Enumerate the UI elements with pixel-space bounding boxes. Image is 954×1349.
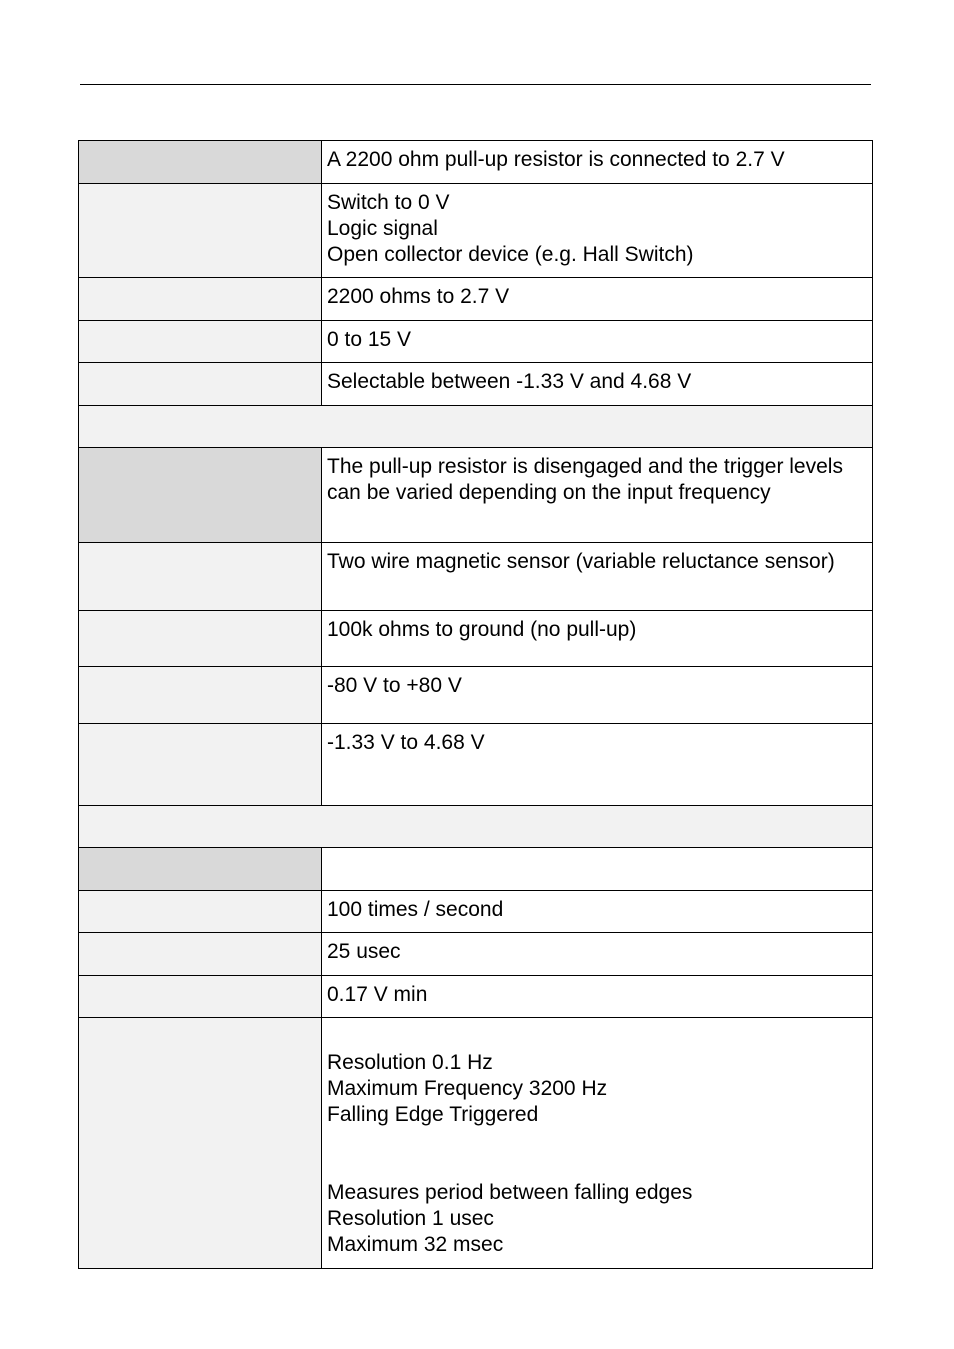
table-row xyxy=(79,448,873,543)
label-cell xyxy=(79,321,322,363)
value-line: 100k ohms to ground (no pull-up) xyxy=(327,618,637,641)
table-row xyxy=(79,321,873,363)
value-cell xyxy=(322,848,873,891)
value-cell xyxy=(322,1018,873,1269)
table-row xyxy=(79,667,873,724)
label-cell xyxy=(79,667,322,724)
table-row xyxy=(79,406,873,448)
table-row xyxy=(79,278,873,321)
value-cell xyxy=(322,724,873,806)
value-cell xyxy=(322,321,873,363)
label-cell xyxy=(79,184,322,278)
value-cell xyxy=(322,141,873,184)
table-row xyxy=(79,933,873,976)
value-line: Measures period between falling edges xyxy=(327,1181,693,1204)
label-cell xyxy=(79,448,322,543)
value-line: Selectable between -1.33 V and 4.68 V xyxy=(327,370,692,393)
label-cell xyxy=(79,891,322,933)
section-divider-cell xyxy=(79,806,873,848)
value-line: 25 usec xyxy=(327,940,401,963)
table-row xyxy=(79,806,873,848)
table-row xyxy=(79,141,873,184)
value-line: Switch to 0 V xyxy=(327,191,450,214)
value-cell xyxy=(322,611,873,667)
label-cell xyxy=(79,1018,322,1269)
table-row xyxy=(79,891,873,933)
table-row xyxy=(79,611,873,667)
label-cell xyxy=(79,933,322,976)
label-cell xyxy=(79,611,322,667)
value-line: Resolution 0.1 Hz xyxy=(327,1051,493,1074)
header-rule xyxy=(80,84,871,85)
value-line xyxy=(327,1154,866,1180)
value-line: Maximum Frequency 3200 Hz xyxy=(327,1077,608,1100)
value-line: Maximum 32 msec xyxy=(327,1233,504,1256)
value-line: 2200 ohms to 2.7 V xyxy=(327,285,510,308)
value-line: Logic signal xyxy=(327,217,438,240)
value-cell xyxy=(322,278,873,321)
value-line: Two wire magnetic sensor (variable reluctance sensor) xyxy=(327,550,835,573)
value-cell xyxy=(322,184,873,278)
table-row xyxy=(79,848,873,891)
value-cell xyxy=(322,667,873,724)
value-line xyxy=(327,1128,866,1154)
value-line: 0 to 15 V xyxy=(327,328,412,351)
table-row xyxy=(79,976,873,1018)
table-row xyxy=(79,543,873,611)
table-row xyxy=(79,184,873,278)
section-divider-cell xyxy=(79,406,873,448)
table-row xyxy=(79,1018,873,1269)
value-cell xyxy=(322,933,873,976)
value-line: -1.33 V to 4.68 V xyxy=(327,731,485,754)
value-cell xyxy=(322,448,873,543)
label-cell xyxy=(79,724,322,806)
value-line: 0.17 V min xyxy=(327,983,428,1006)
value-line: Falling Edge Triggered xyxy=(327,1103,539,1126)
value-line: -80 V to +80 V xyxy=(327,674,462,697)
label-cell xyxy=(79,141,322,184)
value-line: Open collector device (e.g. Hall Switch) xyxy=(327,243,694,266)
table-row xyxy=(79,724,873,806)
specification-table xyxy=(78,140,873,1269)
value-line: A 2200 ohm pull-up resistor is connected to 2.7 V xyxy=(327,148,785,171)
table-row xyxy=(79,363,873,406)
label-cell xyxy=(79,848,322,891)
value-line: Resolution 1 usec xyxy=(327,1207,494,1230)
value-cell xyxy=(322,976,873,1018)
value-line: 100 times / second xyxy=(327,898,504,921)
label-cell xyxy=(79,543,322,611)
value-cell xyxy=(322,543,873,611)
value-cell xyxy=(322,363,873,406)
value-line xyxy=(327,1024,866,1050)
label-cell xyxy=(79,278,322,321)
label-cell xyxy=(79,363,322,406)
label-cell xyxy=(79,976,322,1018)
value-cell xyxy=(322,891,873,933)
value-line: The pull-up resistor is disengaged and the trigger levels can be varied depending on the input frequency xyxy=(327,455,849,504)
